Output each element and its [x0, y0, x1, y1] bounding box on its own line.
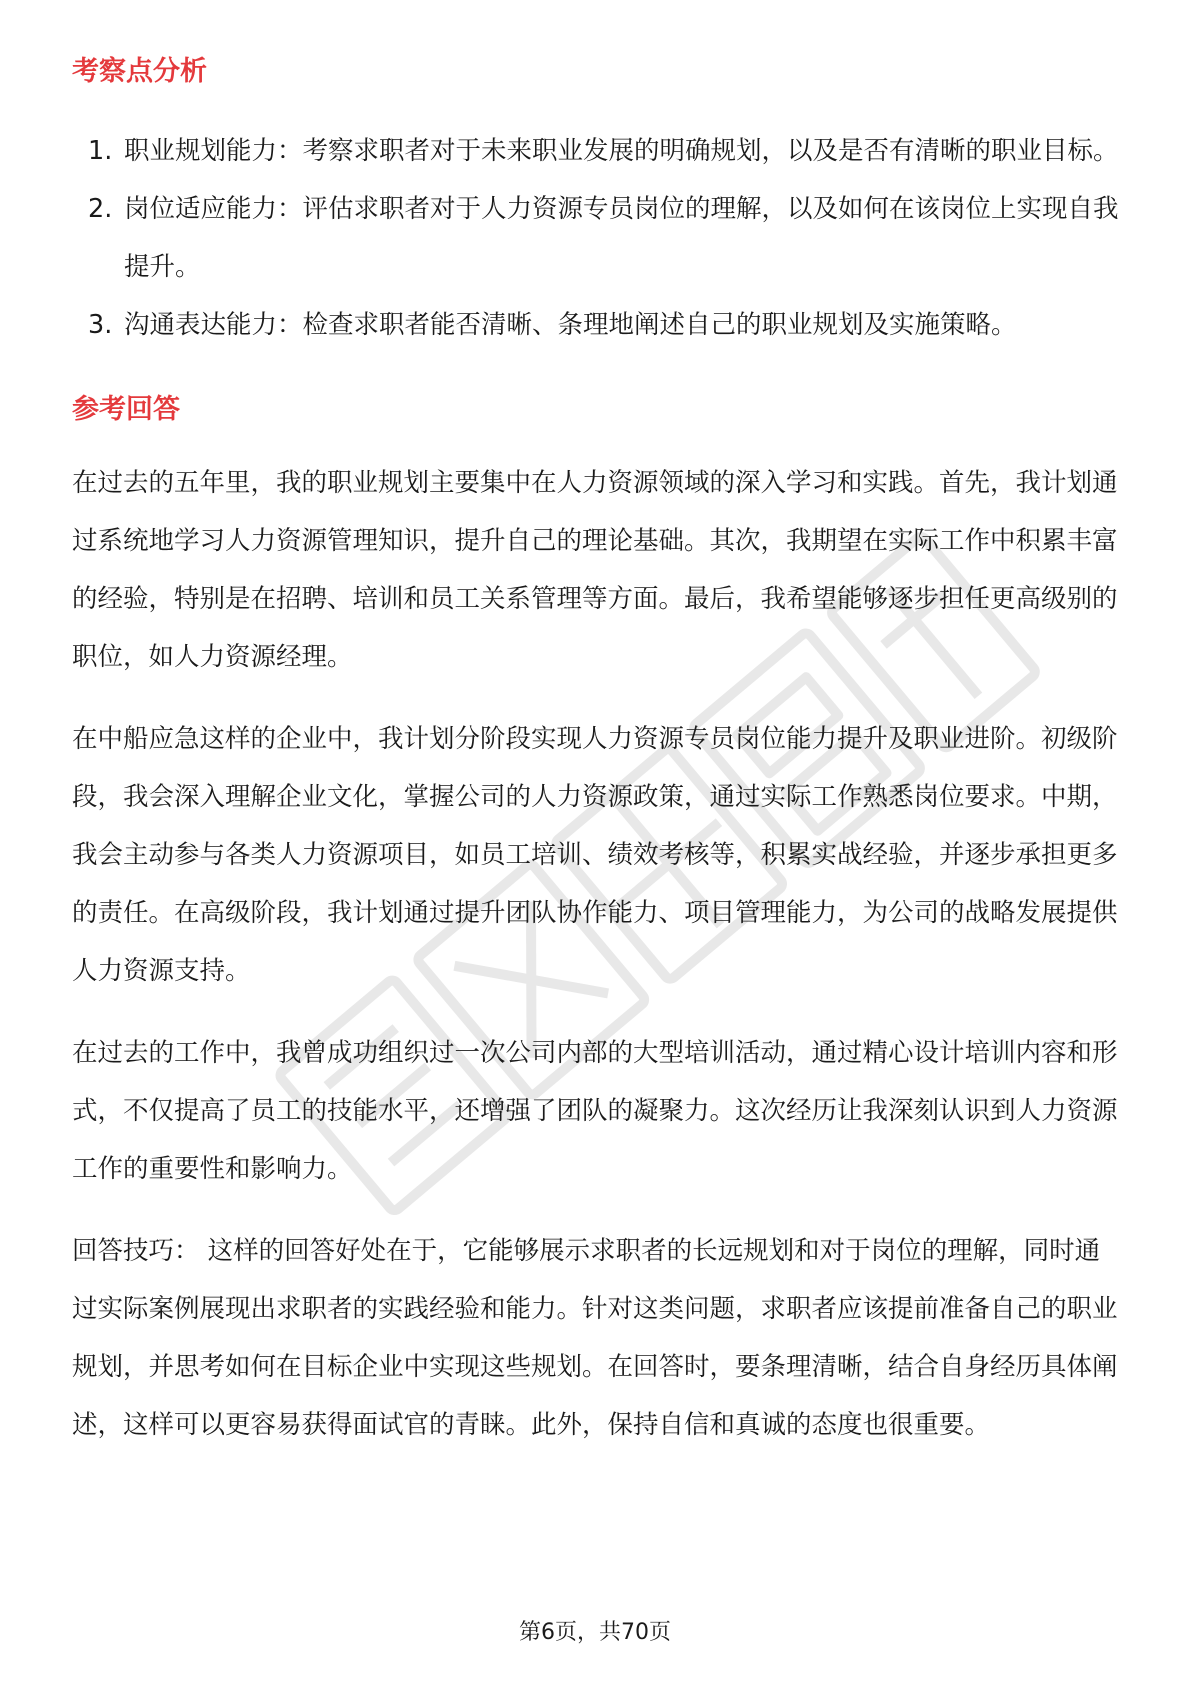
list-item-text: 岗位适应能力：评估求职者对于人力资源专员岗位的理解，以及如何在该岗位上实现自我提升。	[124, 194, 1119, 282]
answer-heading: 参考回答	[72, 394, 180, 425]
list-item-number: 1.	[88, 136, 113, 166]
answer-tips-paragraph: 回答技巧： 这样的回答好处在于，它能够展示求职者的长远规划和对于岗位的理解，同时通过实际案例展现出求职者的实践经验和能力。针对这类问题，求职者应该提前准备自己的职业规划，并思考如何在目标企业中实现这些规划。在回答时，要条理清晰，结合自身经历具体阐述，这样可以更容易获得面试官的青睐。此外，保持自信和真诚的态度也很重要。	[72, 1236, 1118, 1440]
list-item-number: 3.	[88, 310, 113, 340]
list-item	[72, 180, 1120, 296]
list-item	[72, 122, 1120, 180]
analysis-points-list	[72, 122, 1120, 354]
answer-paragraph: 在过去的五年里，我的职业规划主要集中在人力资源领域的深入学习和实践。首先，我计划通过系统地学习人力资源管理知识，提升自己的理论基础。其次，我期望在实际工作中积累丰富的经验，特别是在招聘、培训和员工关系管理等方面。最后，我希望能够逐步担任更高级别的职位，如人力资源经理。	[72, 468, 1118, 672]
list-item-number: 2.	[88, 194, 113, 224]
list-item-text: 沟通表达能力：检查求职者能否清晰、条理地阐述自己的职业规划及实施策略。	[124, 310, 1017, 340]
document-content	[72, 48, 1120, 1454]
answer-paragraph: 在中船应急这样的企业中，我计划分阶段实现人力资源专员岗位能力提升及职业进阶。初级阶段，我会深入理解企业文化，掌握公司的人力资源政策，通过实际工作熟悉岗位要求。中期，我会主动参与各类人力资源项目，如员工培训、绩效考核等，积累实战经验，并逐步承担更多的责任。在高级阶段，我计划通过提升团队协作能力、项目管理能力，为公司的战略发展提供人力资源支持。	[72, 724, 1118, 986]
analysis-heading: 考察点分析	[72, 56, 207, 87]
list-item-text: 职业规划能力：考察求职者对于未来职业发展的明确规划，以及是否有清晰的职业目标。	[124, 136, 1119, 166]
page-number: 第6页，共70页	[519, 1620, 671, 1645]
answer-paragraph: 在过去的工作中，我曾成功组织过一次公司内部的大型培训活动，通过精心设计培训内容和形式，不仅提高了员工的技能水平，还增强了团队的凝聚力。这次经历让我深刻认识到人力资源工作的重要性和影响力。	[72, 1038, 1118, 1184]
list-item	[72, 296, 1120, 354]
